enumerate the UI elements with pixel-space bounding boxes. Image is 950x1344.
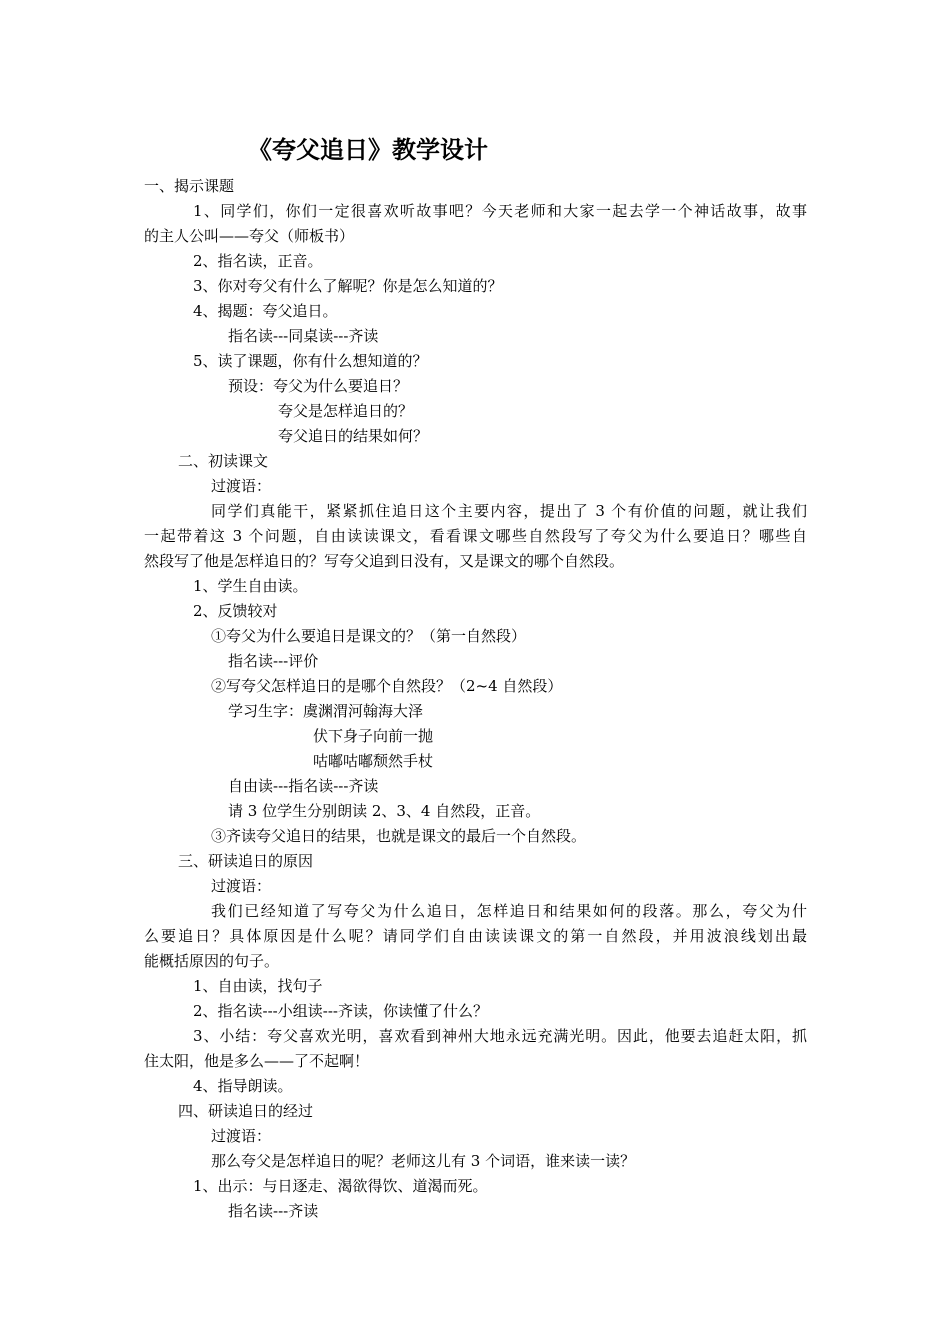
paragraph-line: 过渡语： [211,1127,272,1145]
paragraph-line: 自由读---指名读---齐读 [228,777,379,795]
paragraph-line: 一起带着这 3 个问题，自由读读课文，看看课文哪些自然段写了夸父为什么要追日？哪些自 [144,527,807,545]
paragraph-line: 那么夸父是怎样追日的呢？老师这儿有 3 个词语，谁来读一读？ [211,1152,636,1170]
list-item: 1、自由读，找句子 [193,977,323,995]
paragraph-line: ③齐读夸父追日的结果，也就是课文的最后一个自然段。 [211,827,587,845]
paragraph-line: 指名读---齐读 [228,1202,319,1220]
paragraph-line: 的主人公叫——夸父（师板书） [144,227,355,245]
section-heading-3: 三、研读追日的原因 [178,852,314,870]
list-item: 3、你对夸父有什么了解呢？你是怎么知道的？ [193,277,503,295]
paragraph-line: 学习生字：虞渊渭河翰海大泽 [228,702,424,720]
list-item: 5、读了课题，你有什么想知道的？ [193,352,428,370]
paragraph-line: 指名读---同桌读---齐读 [228,327,379,345]
list-item: 2、指名读---小组读---齐读，你读懂了什么？ [193,1002,488,1020]
list-item: 1、出示：与日逐走、渴欲得饮、道渴而死。 [193,1177,488,1195]
paragraph-line: ②写夸父怎样追日的是哪个自然段？（2~4 自然段） [211,677,563,695]
paragraph-line: 夸父追日的结果如何？ [278,427,429,445]
paragraph-line: 伏下身子向前一抛 [313,727,434,745]
list-item: 4、指导朗读。 [193,1077,293,1095]
paragraph-line: 么要追日？具体原因是什么呢？请同学们自由读读课文的第一自然段，并用波浪线划出最 [144,927,807,945]
paragraph-line: 咕嘟咕嘟颓然手杖 [313,752,434,770]
paragraph-line: 同学们真能干，紧紧抓住追日这个主要内容，提出了 3 个有价值的问题，就让我们 [211,502,807,520]
list-item: 3、小结：夸父喜欢光明，喜欢看到神州大地永远充满光明。因此，他要去追赶太阳，抓 [193,1027,807,1045]
paragraph-line: 过渡语： [211,877,272,895]
section-heading-2: 二、初读课文 [178,452,269,470]
paragraph-line: 指名读---评价 [228,652,319,670]
list-item: 4、揭题：夸父追日。 [193,302,338,320]
paragraph-line: 夸父是怎样追日的？ [278,402,414,420]
list-item: 1、学生自由读。 [193,577,308,595]
paragraph-line: 我们已经知道了写夸父为什么追日，怎样追日和结果如何的段落。那么，夸父为什 [211,902,807,920]
document-title: 《夸父追日》教学设计 [248,136,488,164]
paragraph-line: 住太阳，他是多么——了不起啊！ [144,1052,370,1070]
paragraph-line: 1、同学们，你们一定很喜欢听故事吧？今天老师和大家一起去学一个神话故事，故事 [193,202,807,220]
section-heading-4: 四、研读追日的经过 [178,1102,314,1120]
paragraph-line: 过渡语： [211,477,272,495]
paragraph-line: 能概括原因的句子。 [144,952,280,970]
list-item: 2、指名读，正音。 [193,252,323,270]
paragraph-line: ①夸父为什么要追日是课文的？（第一自然段） [211,627,527,645]
paragraph-line: 预设：夸父为什么要追日？ [228,377,409,395]
list-item: 2、反馈较对 [193,602,278,620]
paragraph-line: 然段写了他是怎样追日的？写夸父追到日没有，又是课文的哪个自然段。 [144,552,625,570]
paragraph-line: 请 3 位学生分别朗读 2、3、4 自然段，正音。 [228,802,541,820]
section-heading-1: 一、揭示课题 [144,177,235,195]
